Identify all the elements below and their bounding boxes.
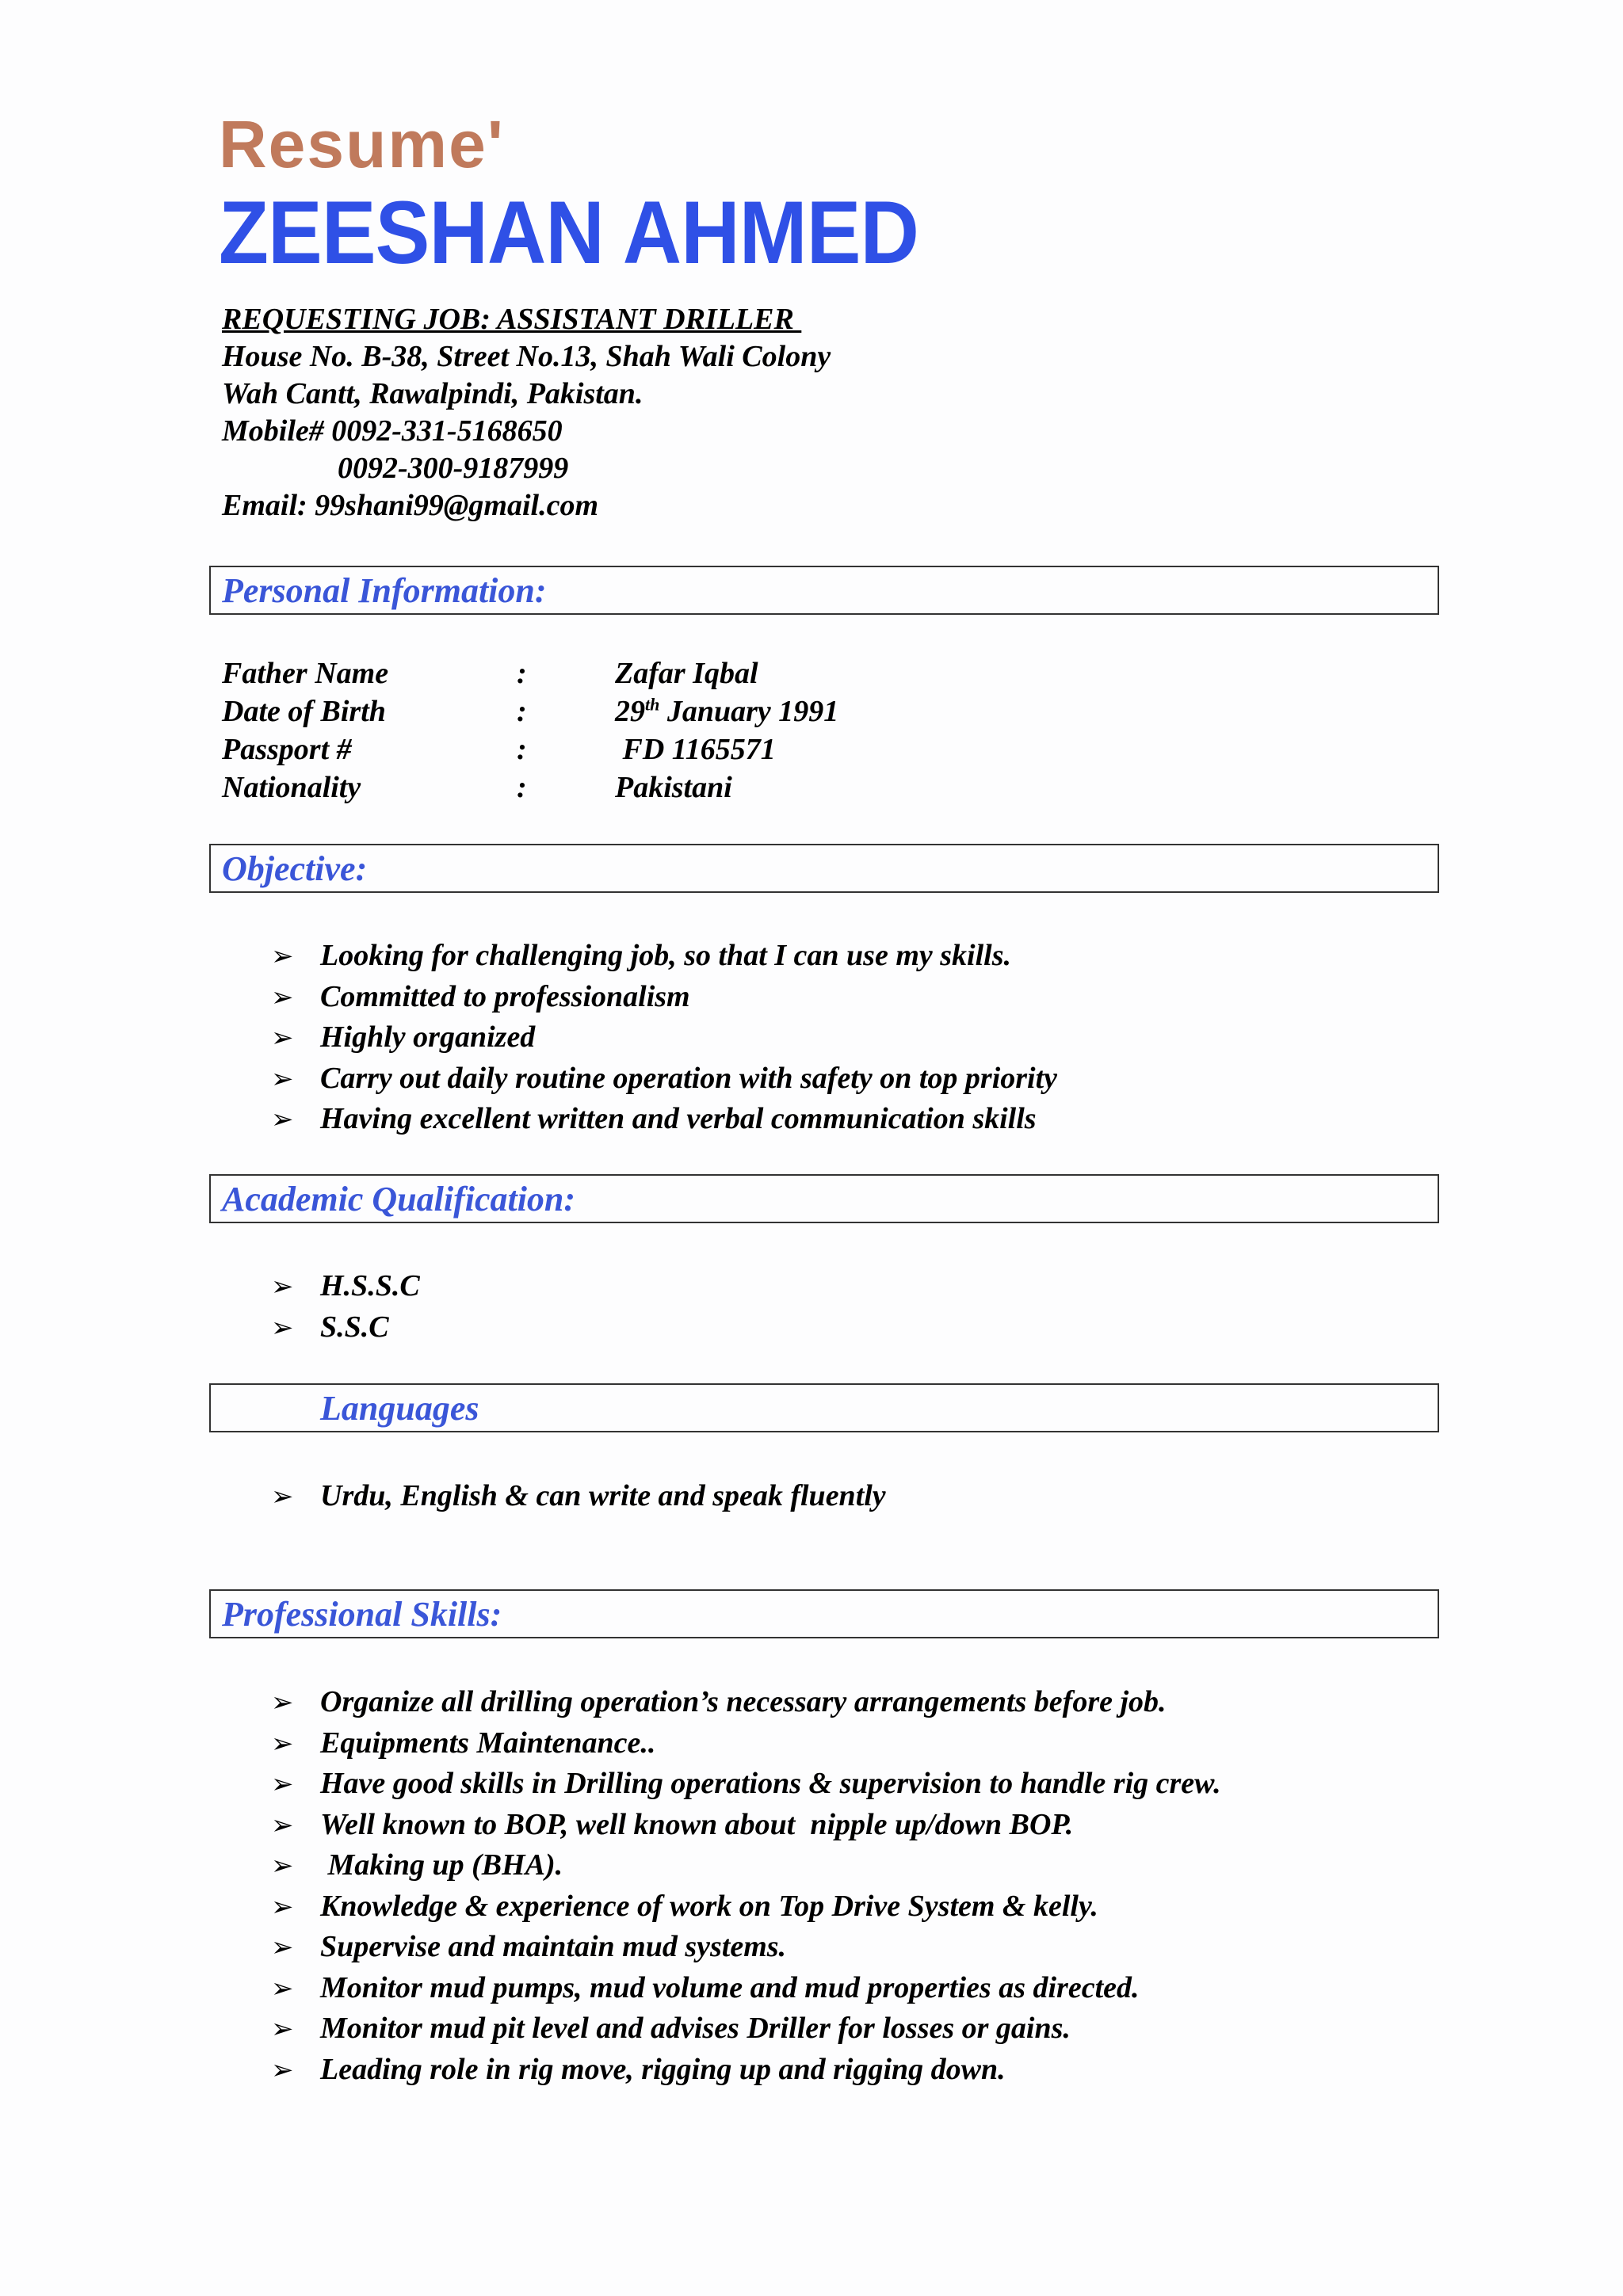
dob-day: 29: [615, 695, 645, 728]
list-item-text: Urdu, English & can write and speak fluently: [320, 1479, 886, 1512]
list-item-text: Monitor mud pit level and advises Driller for losses or gains.: [320, 2012, 1071, 2045]
info-row-passport: [222, 732, 838, 770]
dob-suffix: th: [645, 694, 660, 715]
list-item-text: Monitor mud pumps, mud volume and mud properties as directed.: [320, 1970, 1140, 2004]
arrow-bullet-icon: ➢: [271, 1768, 294, 1800]
list-item: [271, 979, 1057, 1020]
info-value: FD 1165571: [615, 733, 776, 766]
list-item: [271, 1889, 1221, 1930]
list-item: [271, 2011, 1221, 2052]
list-item: [271, 2052, 1221, 2093]
section-languages: [209, 1383, 1439, 1432]
list-item: [271, 1726, 1221, 1767]
info-colon: :: [517, 733, 527, 766]
list-item-text: Have good skills in Drilling operations & supervision to handle rig crew.: [320, 1767, 1221, 1800]
info-value: [615, 694, 838, 729]
address-line-2: Wah Cantt, Rawalpindi, Pakistan.: [222, 377, 643, 410]
list-item-text: Leading role in rig move, rigging up and rigging down.: [320, 2052, 1006, 2086]
academic-list: [271, 1268, 420, 1350]
info-colon: :: [517, 657, 527, 690]
arrow-bullet-icon: ➢: [271, 1932, 294, 1963]
arrow-bullet-icon: ➢: [271, 981, 294, 1013]
arrow-bullet-icon: ➢: [271, 1890, 294, 1923]
list-item-text: Well known to BOP, well known about nipple up/down BOP.: [320, 1807, 1074, 1841]
list-item-text: H.S.S.C: [320, 1269, 420, 1302]
arrow-bullet-icon: ➢: [271, 1850, 294, 1882]
arrow-bullet-icon: ➢: [271, 2054, 294, 2086]
list-item: [271, 1848, 1221, 1889]
arrow-bullet-icon: ➢: [271, 1809, 294, 1841]
requested-job: REQUESTING JOB: ASSISTANT DRILLER: [222, 303, 802, 336]
list-item: [271, 1310, 420, 1351]
list-item: [271, 1020, 1057, 1061]
list-item-text: Committed to professionalism: [320, 979, 690, 1013]
arrow-bullet-icon: ➢: [271, 1972, 294, 2004]
list-item-text: Carry out daily routine operation with safety on top priority: [320, 1061, 1058, 1095]
section-title: Languages: [320, 1389, 479, 1428]
list-item: [271, 938, 1057, 979]
info-label: Father Name: [222, 657, 389, 690]
list-item-text: Supervise and maintain mud systems.: [320, 1930, 787, 1963]
info-row-nationality: [222, 770, 838, 808]
list-item: [271, 1766, 1221, 1807]
list-item-text: Knowledge & experience of work on Top Drive System & kelly.: [320, 1889, 1098, 1923]
list-item-text: S.S.C: [320, 1310, 389, 1344]
section-academic: [209, 1174, 1439, 1223]
arrow-bullet-icon: ➢: [271, 1727, 294, 1760]
arrow-bullet-icon: ➢: [271, 2013, 294, 2045]
list-item-text: Looking for challenging job, so that I can use my skills.: [320, 939, 1011, 972]
arrow-bullet-icon: ➢: [271, 940, 294, 972]
info-label: Nationality: [222, 771, 361, 804]
dob-rest: January 1991: [659, 695, 839, 728]
list-item: [271, 1478, 886, 1520]
address-line-1: House No. B-38, Street No.13, Shah Wali Colony: [222, 340, 831, 373]
personal-info-table: [222, 656, 838, 808]
section-title: Professional Skills:: [222, 1595, 502, 1634]
arrow-bullet-icon: ➢: [271, 1311, 294, 1344]
section-title: Objective:: [222, 849, 368, 888]
languages-list: [271, 1478, 886, 1520]
info-row-father: [222, 656, 838, 694]
list-item: [271, 1807, 1221, 1848]
list-item: [271, 1970, 1221, 2012]
section-title: Personal Information:: [222, 571, 547, 610]
list-item-text: Making up (BHA).: [320, 1848, 563, 1882]
section-title: Academic Qualification:: [222, 1180, 576, 1219]
section-objective: [209, 844, 1439, 893]
arrow-bullet-icon: ➢: [271, 1104, 294, 1135]
list-item: [271, 1101, 1057, 1142]
skills-list: [271, 1684, 1221, 2092]
email: Email: 99shani99@gmail.com: [222, 489, 598, 522]
info-value: Pakistani: [615, 771, 732, 804]
info-label: Passport #: [222, 733, 352, 766]
list-item: [271, 1061, 1057, 1102]
info-row-dob: [222, 694, 838, 732]
info-colon: :: [517, 771, 527, 804]
arrow-bullet-icon: ➢: [271, 1481, 294, 1512]
list-item-text: Having excellent written and verbal communication skills: [320, 1102, 1037, 1135]
list-item: [271, 1268, 420, 1310]
contact-block: [222, 301, 831, 524]
section-professional-skills: [209, 1589, 1439, 1638]
list-item-text: Highly organized: [320, 1020, 536, 1054]
section-personal-info: [209, 566, 1439, 615]
list-item-text: Organize all drilling operation’s necessary arrangements before job.: [320, 1685, 1167, 1718]
arrow-bullet-icon: ➢: [271, 1022, 294, 1054]
info-value: Zafar Iqbal: [615, 657, 758, 690]
info-label: Date of Birth: [222, 695, 386, 728]
arrow-bullet-icon: ➢: [271, 1687, 294, 1718]
mobile-number-2: 0092-300-9187999: [338, 452, 569, 485]
arrow-bullet-icon: ➢: [271, 1271, 294, 1302]
info-colon: :: [517, 695, 527, 728]
resume-heading: Resume': [219, 107, 505, 181]
list-item: [271, 1684, 1221, 1726]
list-item: [271, 1929, 1221, 1970]
list-item-text: Equipments Maintenance..: [320, 1726, 656, 1760]
mobile-number: Mobile# 0092-331-5168650: [222, 414, 563, 448]
objective-list: [271, 938, 1057, 1142]
candidate-name: ZEESHAN AHMED: [219, 183, 918, 282]
arrow-bullet-icon: ➢: [271, 1062, 294, 1095]
